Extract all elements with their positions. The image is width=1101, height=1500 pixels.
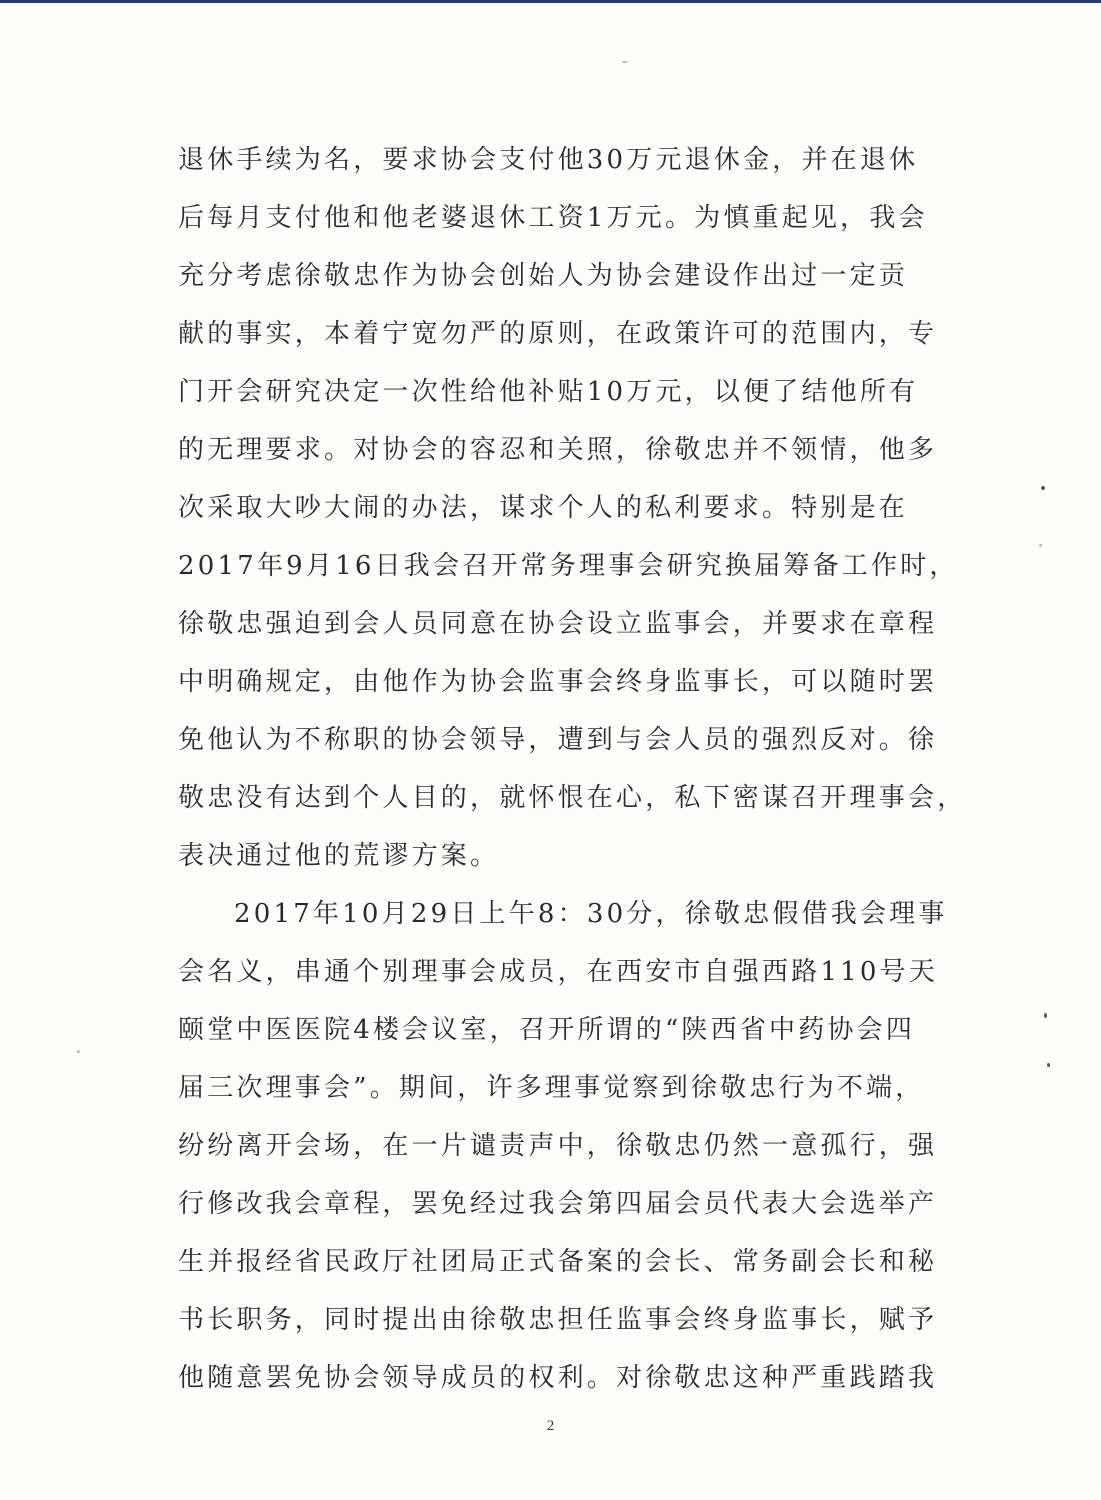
- page-number: 2: [546, 1418, 555, 1434]
- text-line-14: 2017年10月29日上午8：30分，徐敬忠假借我会理事: [234, 899, 948, 929]
- text-line-5: 门开会研究决定一次性给他补贴10万元，以便了结他所有: [178, 377, 919, 407]
- text-line-21: 书长职务，同时提出由徐敬忠担任监事会终身监事长，赋予: [178, 1305, 938, 1335]
- text-line-20: 生并报经省民政厅社团局正式备案的会长、常务副会长和秘: [178, 1247, 938, 1277]
- text-line-11: 免他认为不称职的协会领导，遭到与会人员的强烈反对。徐: [178, 725, 938, 755]
- text-line-9: 徐敬忠强迫到会人员同意在协会设立监事会，并要求在章程: [178, 609, 938, 639]
- text-line-18: 纷纷离开会场，在一片谴责声中，徐敬忠仍然一意孤行，强: [178, 1131, 938, 1161]
- scan-top-edge: [0, 0, 1101, 3]
- scan-speck: [77, 1050, 80, 1053]
- text-line-4: 献的事实，本着宁宽勿严的原则，在政策许可的范围内，专: [178, 319, 938, 349]
- text-line-10: 中明确规定，由他作为协会监事会终身监事长，可以随时罢: [178, 667, 938, 697]
- scan-speck: [1041, 486, 1045, 490]
- text-line-1: 退休手续为名，要求协会支付他30万元退休金，并在退休: [178, 145, 919, 175]
- text-line-6: 的无理要求。对协会的容忍和关照，徐敬忠并不领情，他多: [178, 435, 938, 465]
- scan-speck: [622, 61, 628, 63]
- scan-speck: [1047, 1063, 1050, 1067]
- text-line-3: 充分考虑徐敬忠作为协会创始人为协会建设作出过一定贡: [178, 261, 909, 291]
- text-line-19: 行修改我会章程，罢免经过我会第四届会员代表大会选举产: [178, 1189, 938, 1219]
- text-line-17: 届三次理事会”。期间，许多理事觉察到徐敬忠行为不端，: [178, 1073, 925, 1103]
- text-line-8: 2017年9月16日我会召开常务理事会研究换届筹备工作时，: [178, 551, 959, 581]
- text-line-12: 敬忠没有达到个人目的，就怀恨在心，私下密谋召开理事会，: [178, 783, 967, 813]
- text-line-16: 颐堂中医医院4楼会议室，召开所谓的“陕西省中药协会四: [178, 1015, 916, 1045]
- text-line-22: 他随意罢免协会领导成员的权利。对徐敬忠这种严重践踏我: [178, 1363, 938, 1393]
- text-line-13: 表决通过他的荒谬方案。: [178, 841, 500, 871]
- scan-speck: [1039, 544, 1042, 547]
- text-line-15: 会名义，串通个别理事会成员，在西安市自强西路110号天: [178, 957, 939, 987]
- scan-speck: [1044, 1013, 1047, 1018]
- text-line-7: 次采取大吵大闹的办法，谋求个人的私利要求。特别是在: [178, 493, 909, 523]
- text-line-2: 后每月支付他和他老婆退休工资1万元。为慎重起见，我会: [178, 203, 928, 233]
